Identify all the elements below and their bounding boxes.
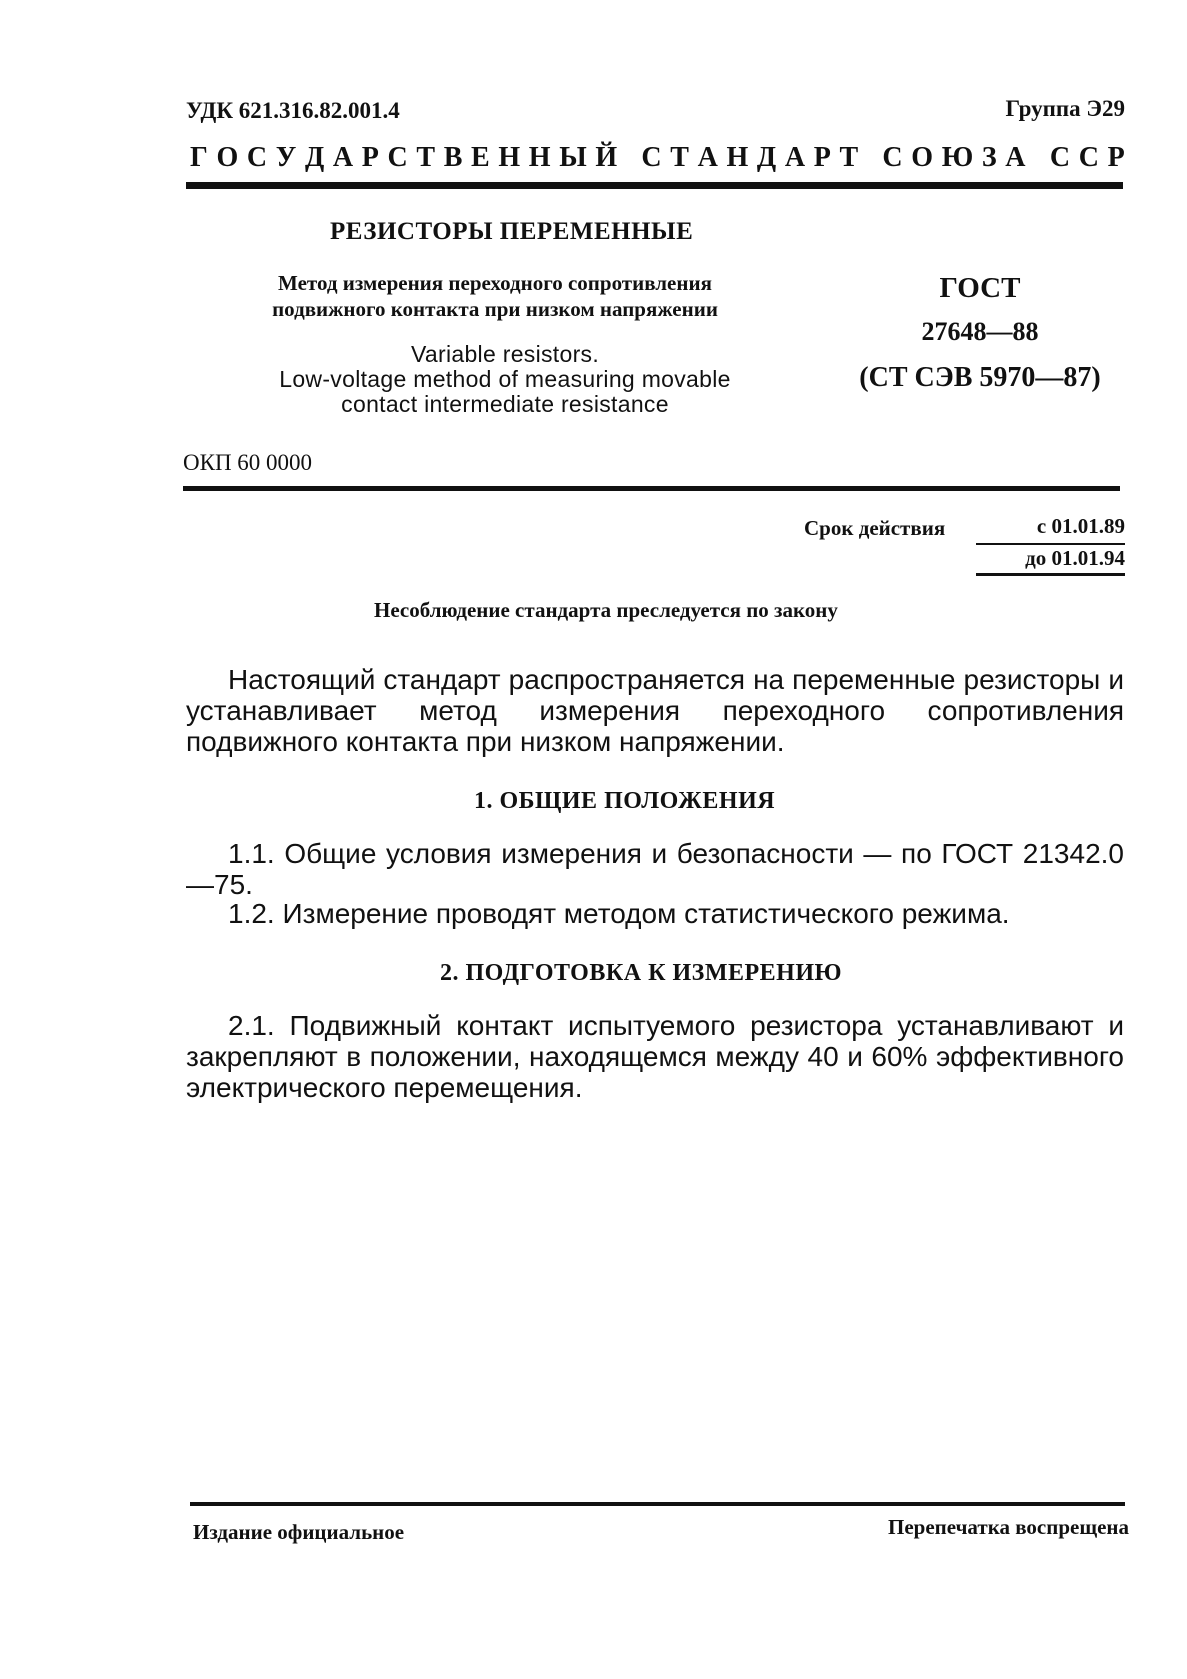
heading-letter: С [641,142,662,173]
validity-underline-from [976,543,1125,545]
heading-letter: А [697,142,718,173]
heading-letter: Р [1107,142,1125,173]
paragraph-1-2 [186,898,1124,929]
english-subtitle-line1: Variable resistors. [410,341,600,367]
okp-code: ОКП 60 0000 [183,450,313,475]
validity-underline-to [976,573,1125,576]
paragraph-1-1 [186,838,1124,900]
gost-number: 27648—88 [921,317,1039,346]
heading-letter: А [1005,142,1026,173]
section-2-heading: 2. ПОДГОТОВКА К ИЗМЕРЕНИЮ [440,960,843,986]
footer-rule [190,1502,1125,1506]
heading-space [1034,142,1041,174]
intro-text: Настоящий стандарт распространяется на переменные резисторы и устанавливает метод измерения переходного сопротивления подвижного контакта при низком напряжении. [186,664,1124,757]
udk-code: УДК 621.316.82.001.4 [186,98,400,123]
group-code: Группа Э29 [1005,96,1125,121]
heading-space [626,142,633,174]
heading-space [867,142,874,174]
validity-from: с 01.01.89 [1036,514,1125,538]
heading-letter: Р [813,142,831,173]
header-rule [186,182,1123,189]
heading-letter: А [332,142,354,173]
paragraph-1-2-text: 1.2. Измерение проводят методом статистического режима. [228,898,1010,929]
heading-letter: О [911,142,934,173]
heading-letter: С [1049,142,1071,173]
heading-letter: З [981,142,997,173]
english-subtitle [220,342,790,417]
validity-label: Срок действия [804,516,946,540]
heading-letter: О [216,142,239,173]
heading-letter: Н [498,142,521,173]
heading-letter: Н [726,142,749,173]
sev-number: (СТ СЭВ 5970—87) [859,362,1101,393]
paragraph-1-1-text: 1.1. Общие условия измерения и безопасности — по ГОСТ 21342.0—75. [186,838,1124,900]
heading-letter: С [882,142,903,173]
official-edition-note: Издание официальное [193,1520,405,1544]
gost-designation [820,270,1140,398]
heading-letter: Ы [559,142,587,173]
heading-letter: А [784,142,806,173]
heading-letter: С [1078,142,1099,173]
heading-letter: Д [304,142,325,173]
document-title: РЕЗИСТОРЫ ПЕРЕМЕННЫЕ [330,218,694,245]
heading-letter: В [443,142,463,173]
validity-to: до 01.01.94 [1025,546,1125,570]
law-notice: Несоблюдение стандарта преследуется по закону [374,598,838,622]
section-rule [183,486,1120,491]
section-1-heading: 1. ОБЩИЕ ПОЛОЖЕНИЯ [474,788,776,814]
state-standard-heading [190,142,1125,174]
russian-subtitle [200,270,790,322]
gost-label: ГОСТ [939,272,1021,304]
english-subtitle-line2: Low-voltage method of measuring movable [279,366,731,392]
intro-paragraph [186,664,1124,757]
heading-letter: Г [190,142,208,173]
heading-letter: У [275,142,297,173]
english-subtitle-line3: contact intermediate resistance [341,391,669,417]
heading-letter: Д [756,142,777,173]
heading-letter: Р [361,142,379,173]
heading-letter: Н [528,142,551,173]
heading-letter: Е [471,142,490,173]
heading-letter: Ю [941,142,974,173]
paragraph-2-1 [186,1010,1124,1103]
russian-subtitle-line2: подвижного контакта при низком напряжении [272,297,718,321]
heading-letter: Т [839,142,859,173]
heading-letter: С [246,142,268,173]
paragraph-2-1-text: 2.1. Подвижный контакт испытуемого резистора устанавливают и закрепляют в положении, находящемся между 40 и 60% эффективного электрического перемещения. [186,1010,1124,1103]
reprint-prohibited-note: Перепечатка воспрещена [888,1515,1129,1539]
heading-letter: С [387,142,408,173]
heading-letter: Т [670,142,689,173]
heading-letter: Й [595,142,618,173]
russian-subtitle-line1: Метод измерения переходного сопротивления [278,271,712,295]
heading-letter: Т [416,142,436,173]
